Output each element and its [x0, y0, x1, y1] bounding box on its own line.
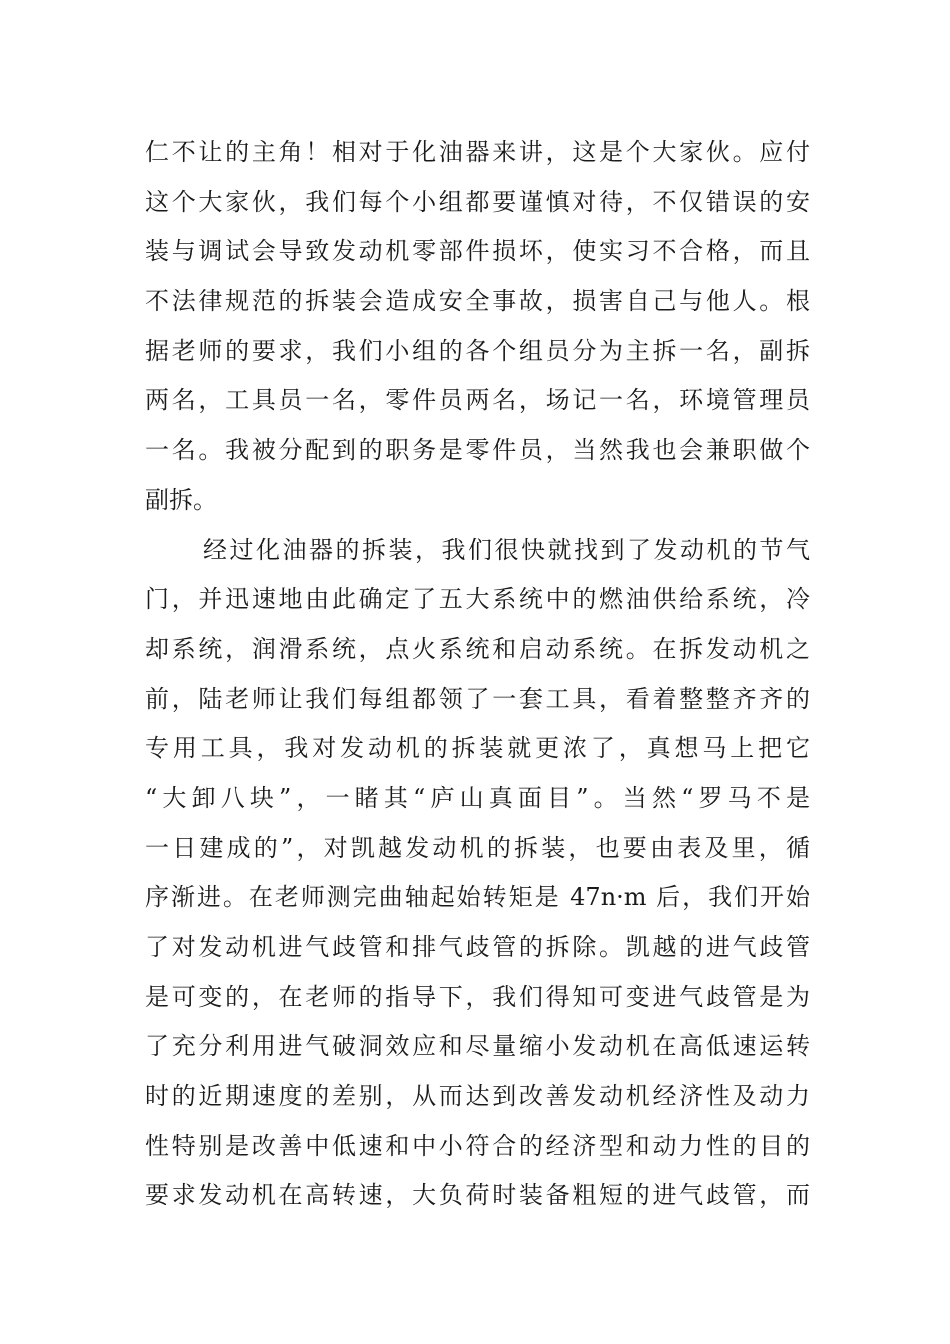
- text-line: 装与调试会导致发动机零部件损坏，使实习不合格，而且: [145, 237, 810, 266]
- text-line: 仁不让的主角！相对于化油器来讲，这是个大家伙。应付: [145, 138, 810, 166]
- text-line: 不法律规范的拆装会造成安全事故，损害自己与他人。根: [145, 287, 810, 316]
- text-line: 性特别是改善中低速和中小符合的经济型和动力性的目的: [145, 1131, 810, 1160]
- text-line: 据老师的要求，我们小组的各个组员分为主拆一名，副拆: [145, 336, 810, 365]
- text-line: 副拆。: [145, 485, 217, 514]
- text-line: 这个大家伙，我们每个小组都要谨慎对待，不仅错误的安: [145, 187, 810, 216]
- text-line: 序渐进。在老师测完曲轴起始转矩是 47n·m 后，我们开始: [145, 883, 810, 912]
- text-line: 是可变的，在老师的指导下，我们得知可变进气歧管是为: [145, 982, 810, 1011]
- text-line: 了对发动机进气歧管和排气歧管的拆除。凯越的进气歧管: [145, 933, 810, 961]
- text-line: 前，陆老师让我们每组都领了一套工具，看着整整齐齐的: [145, 684, 810, 713]
- text-line: 两名，工具员一名，零件员两名，场记一名，环境管理员: [145, 386, 810, 415]
- paragraph-first-line: 经过化油器的拆装，我们很快就找到了发动机的节气: [203, 535, 810, 564]
- text-line: “大卸八块”，一睹其“庐山真面目”。当然“罗马不是: [145, 783, 810, 812]
- text-line: 了充分利用进气破洞效应和尽量缩小发动机在高低速运转: [145, 1032, 810, 1061]
- text-line: 一名。我被分配到的职务是零件员，当然我也会兼职做个: [145, 436, 810, 465]
- text-line: 要求发动机在高转速，大负荷时装备粗短的进气歧管，而: [145, 1181, 810, 1210]
- text-line: 门，并迅速地由此确定了五大系统中的燃油供给系统，冷: [145, 585, 810, 614]
- text-line: 却系统，润滑系统，点火系统和启动系统。在拆发动机之: [145, 634, 810, 663]
- body-text: [145, 128, 810, 1221]
- text-line: 时的近期速度的差别，从而达到改善发动机经济性及动力: [145, 1082, 810, 1111]
- text-line: 一日建成的”，对凯越发动机的拆装，也要由表及里，循: [145, 833, 810, 862]
- text-line: 专用工具，我对发动机的拆装就更浓了，真想马上把它: [145, 734, 810, 763]
